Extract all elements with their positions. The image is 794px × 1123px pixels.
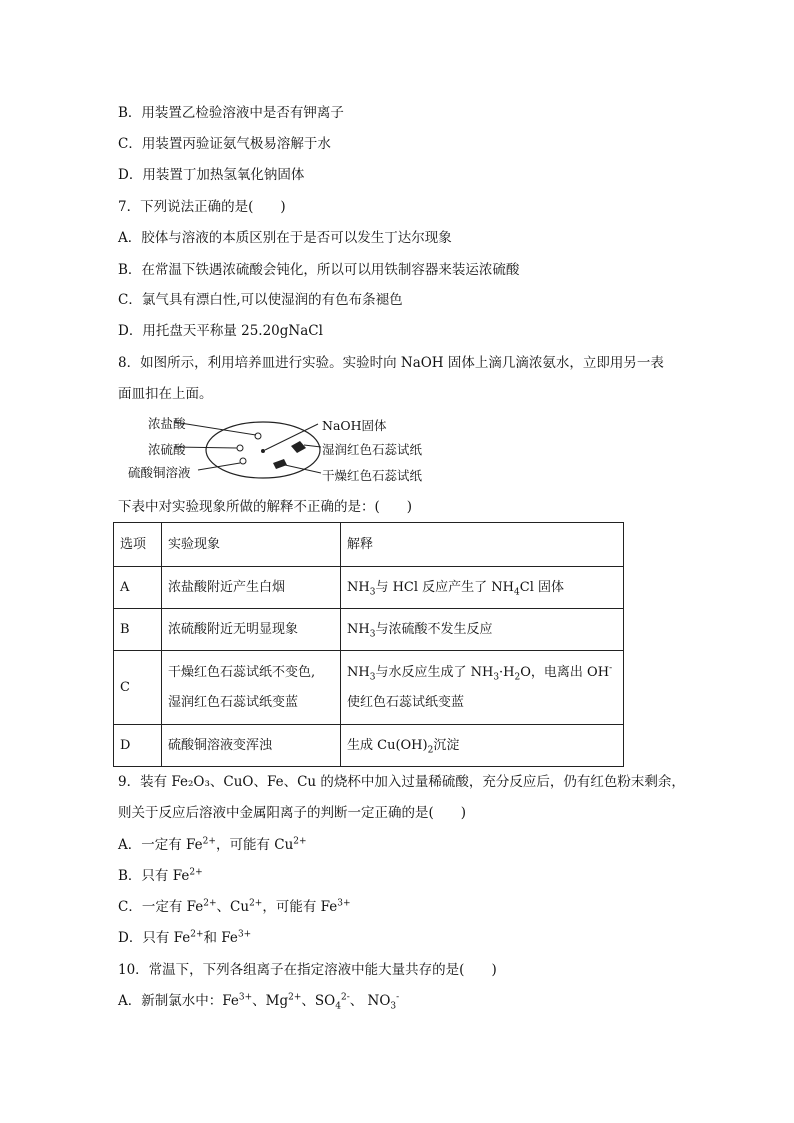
q6-option-b: B．用装置乙检验溶液中是否有钾离子 [118,105,344,121]
label-conc-h2so4: 浓硫酸 [148,442,186,457]
row-a-phenomenon: 浓盐酸附近产生白烟 [162,567,341,609]
petri-dish-figure [118,410,458,490]
q9-option-a: A．一定有 $Fe^{2+}$，可能有 $Cu^{2+}$ [118,836,307,853]
q7-option-c: C．氯气具有漂白性,可以使湿润的有色布条褪色 [118,292,403,308]
experiment-table [113,522,624,767]
label-wet-litmus: 湿润红色石蕊试纸 [322,442,423,457]
row-a-explanation: $NH_3$与 HCl 反应产生了 $NH_4Cl$ 固体 [341,567,624,609]
q7-option-b: B．在常温下铁遇浓硫酸会钝化，所以可以用铁制容器来装运浓硫酸 [118,262,520,278]
q9-option-c: C．一定有 $Fe^{2+}$、$Cu^{2+}$，可能有 $Fe^{3+}$ [118,898,351,915]
q7-option-d: D．用托盘天平称量 25.20gNaCl [118,323,323,339]
row-b-phenomenon: 浓硫酸附近无明显现象 [162,609,341,651]
row-c-phenomenon: 干燥红色石蕊试纸不变色, 湿润红色石蕊试纸变蓝 [162,651,341,725]
row-a-option: A [114,567,162,609]
label-naoh: NaOH固体 [322,418,387,433]
label-conc-hcl: 浓盐酸 [148,416,186,431]
q6-option-d: D．用装置丁加热氢氧化钠固体 [118,167,305,183]
row-c-option: C [114,651,162,725]
q7-option-a: A．胶体与溶液的本质区别在于是否可以发生丁达尔现象 [118,230,452,246]
naoh-solid [261,449,265,453]
table-row [114,651,624,725]
q8-table-prompt: 下表中对实验现象所做的解释不正确的是：( ) [118,499,413,515]
q8-stem-line2: 面皿扣在上面。 [118,386,213,402]
header-explanation: 解释 [341,523,624,567]
label-cuso4: 硫酸铜溶液 [128,465,191,480]
q6-option-c: C．用装置丙验证氨气极易溶解于水 [118,136,331,152]
header-phenomenon: 实验现象 [162,523,341,567]
cuso4-drop [240,458,246,464]
row-d-explanation: 生成 $Cu(OH)_2$沉淀 [341,725,624,767]
label-dry-litmus: 干燥红色石蕊试纸 [322,468,423,483]
row-c-explanation: $NH_3$与水反应生成了 $NH_3\cdot H_2O$，电离出 OH- 使红色石蕊试纸变蓝 [341,651,624,725]
row-d-option: D [114,725,162,767]
dry-litmus-paper [273,459,287,469]
q9-stem-line2: 则关于反应后溶液中金属阳离子的判断一定正确的是( ) [118,805,467,821]
row-b-explanation: $NH_3$与浓硫酸不发生反应 [341,609,624,651]
q10-stem: 10．常温下，下列各组离子在指定溶液中能大量共存的是( ) [118,962,497,978]
row-b-option: B [114,609,162,651]
leader-wet-litmus [304,445,321,447]
q9-stem-line1: 9．装有 Fe₂O₃、CuO、Fe、Cu 的烧杯中加入过量稀硫酸，充分反应后，仍有红色粉末剩余， [118,774,685,790]
q7-stem: 7．下列说法正确的是( ) [118,199,286,215]
hcl-drop [255,433,261,439]
table-row [114,725,624,767]
row-d-phenomenon: 硫酸铜溶液变浑浊 [162,725,341,767]
leader-dry-litmus [285,465,321,473]
q8-stem-line1: 8．如图所示，利用培养皿进行实验。实验时向 NaOH 固体上滴几滴浓氨水，立即用另一表 [118,355,664,371]
table-row [114,567,624,609]
table-header-row [114,523,624,567]
wet-litmus-paper [291,441,306,453]
q9-option-d: D．只有 $Fe^{2+}$和 $Fe^{3+}$ [118,929,252,946]
leader-cuso4 [198,463,240,470]
q9-option-b: B．只有 $Fe^{2+}$ [118,867,203,884]
header-option: 选项 [114,523,162,567]
table-row [114,609,624,651]
h2so4-drop [237,445,243,451]
q10-option-a: A．新制氯水中：$Fe^{3+}$、$Mg^{2+}$、$SO_4^{2-}$、 $NO_3^-$ [118,992,400,1012]
